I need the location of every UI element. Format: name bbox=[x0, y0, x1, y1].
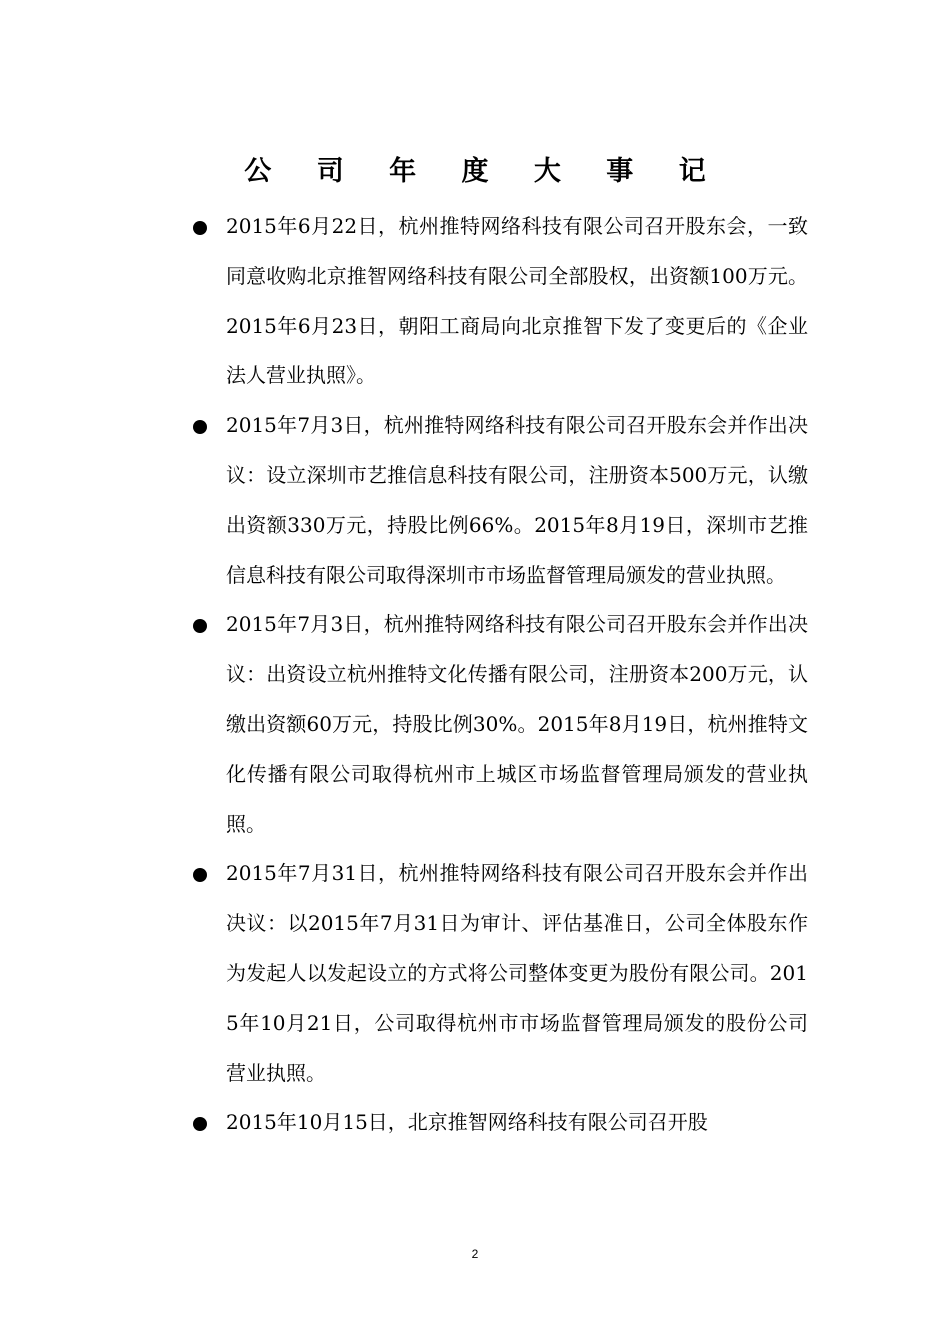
event-item bbox=[0, 202, 950, 401]
event-item bbox=[0, 849, 950, 1098]
bullet-icon bbox=[193, 868, 207, 882]
event-list bbox=[0, 202, 950, 1148]
bullet-icon bbox=[193, 1117, 207, 1131]
bullet-icon bbox=[193, 420, 207, 434]
event-item bbox=[0, 401, 950, 600]
bullet-icon bbox=[193, 619, 207, 633]
event-text: 2015年7月3日，杭州推特网络科技有限公司召开股东会并作出决议：设立深圳市艺推信息科技有限公司，注册资本500万元，认缴出资额330万元，持股比例66%。2015年8月19日，深圳市艺推信息科技有限公司取得深圳市市场监督管理局颁发的营业执照。 bbox=[226, 413, 808, 587]
page-title: 公 司 年 度 大 事 记 bbox=[244, 156, 724, 187]
event-text: 2015年10月15日，北京推智网络科技有限公司召开股 bbox=[226, 1110, 708, 1135]
event-item bbox=[0, 600, 950, 849]
event-text: 2015年7月3日，杭州推特网络科技有限公司召开股东会并作出决议：出资设立杭州推特文化传播有限公司，注册资本200万元，认缴出资额60万元，持股比例30%。2015年8月19日，杭州推特文化传播有限公司取得杭州市上城区市场监督管理局颁发的营业执照。 bbox=[226, 612, 808, 836]
event-item bbox=[0, 1098, 950, 1148]
bullet-icon bbox=[193, 221, 207, 235]
event-text: 2015年7月31日，杭州推特网络科技有限公司召开股东会并作出决议：以2015年7月31日为审计、评估基准日，公司全体股东作为发起人以发起设立的方式将公司整体变更为股份有限公司。2015年10月21日，公司取得杭州市市场监督管理局颁发的股份公司营业执照。 bbox=[226, 861, 808, 1085]
page-number: 2 bbox=[471, 1247, 479, 1261]
event-text: 2015年6月22日，杭州推特网络科技有限公司召开股东会，一致同意收购北京推智网络科技有限公司全部股权，出资额100万元。2015年6月23日，朝阳工商局向北京推智下发了变更后的《企业法人营业执照》。 bbox=[226, 214, 808, 388]
